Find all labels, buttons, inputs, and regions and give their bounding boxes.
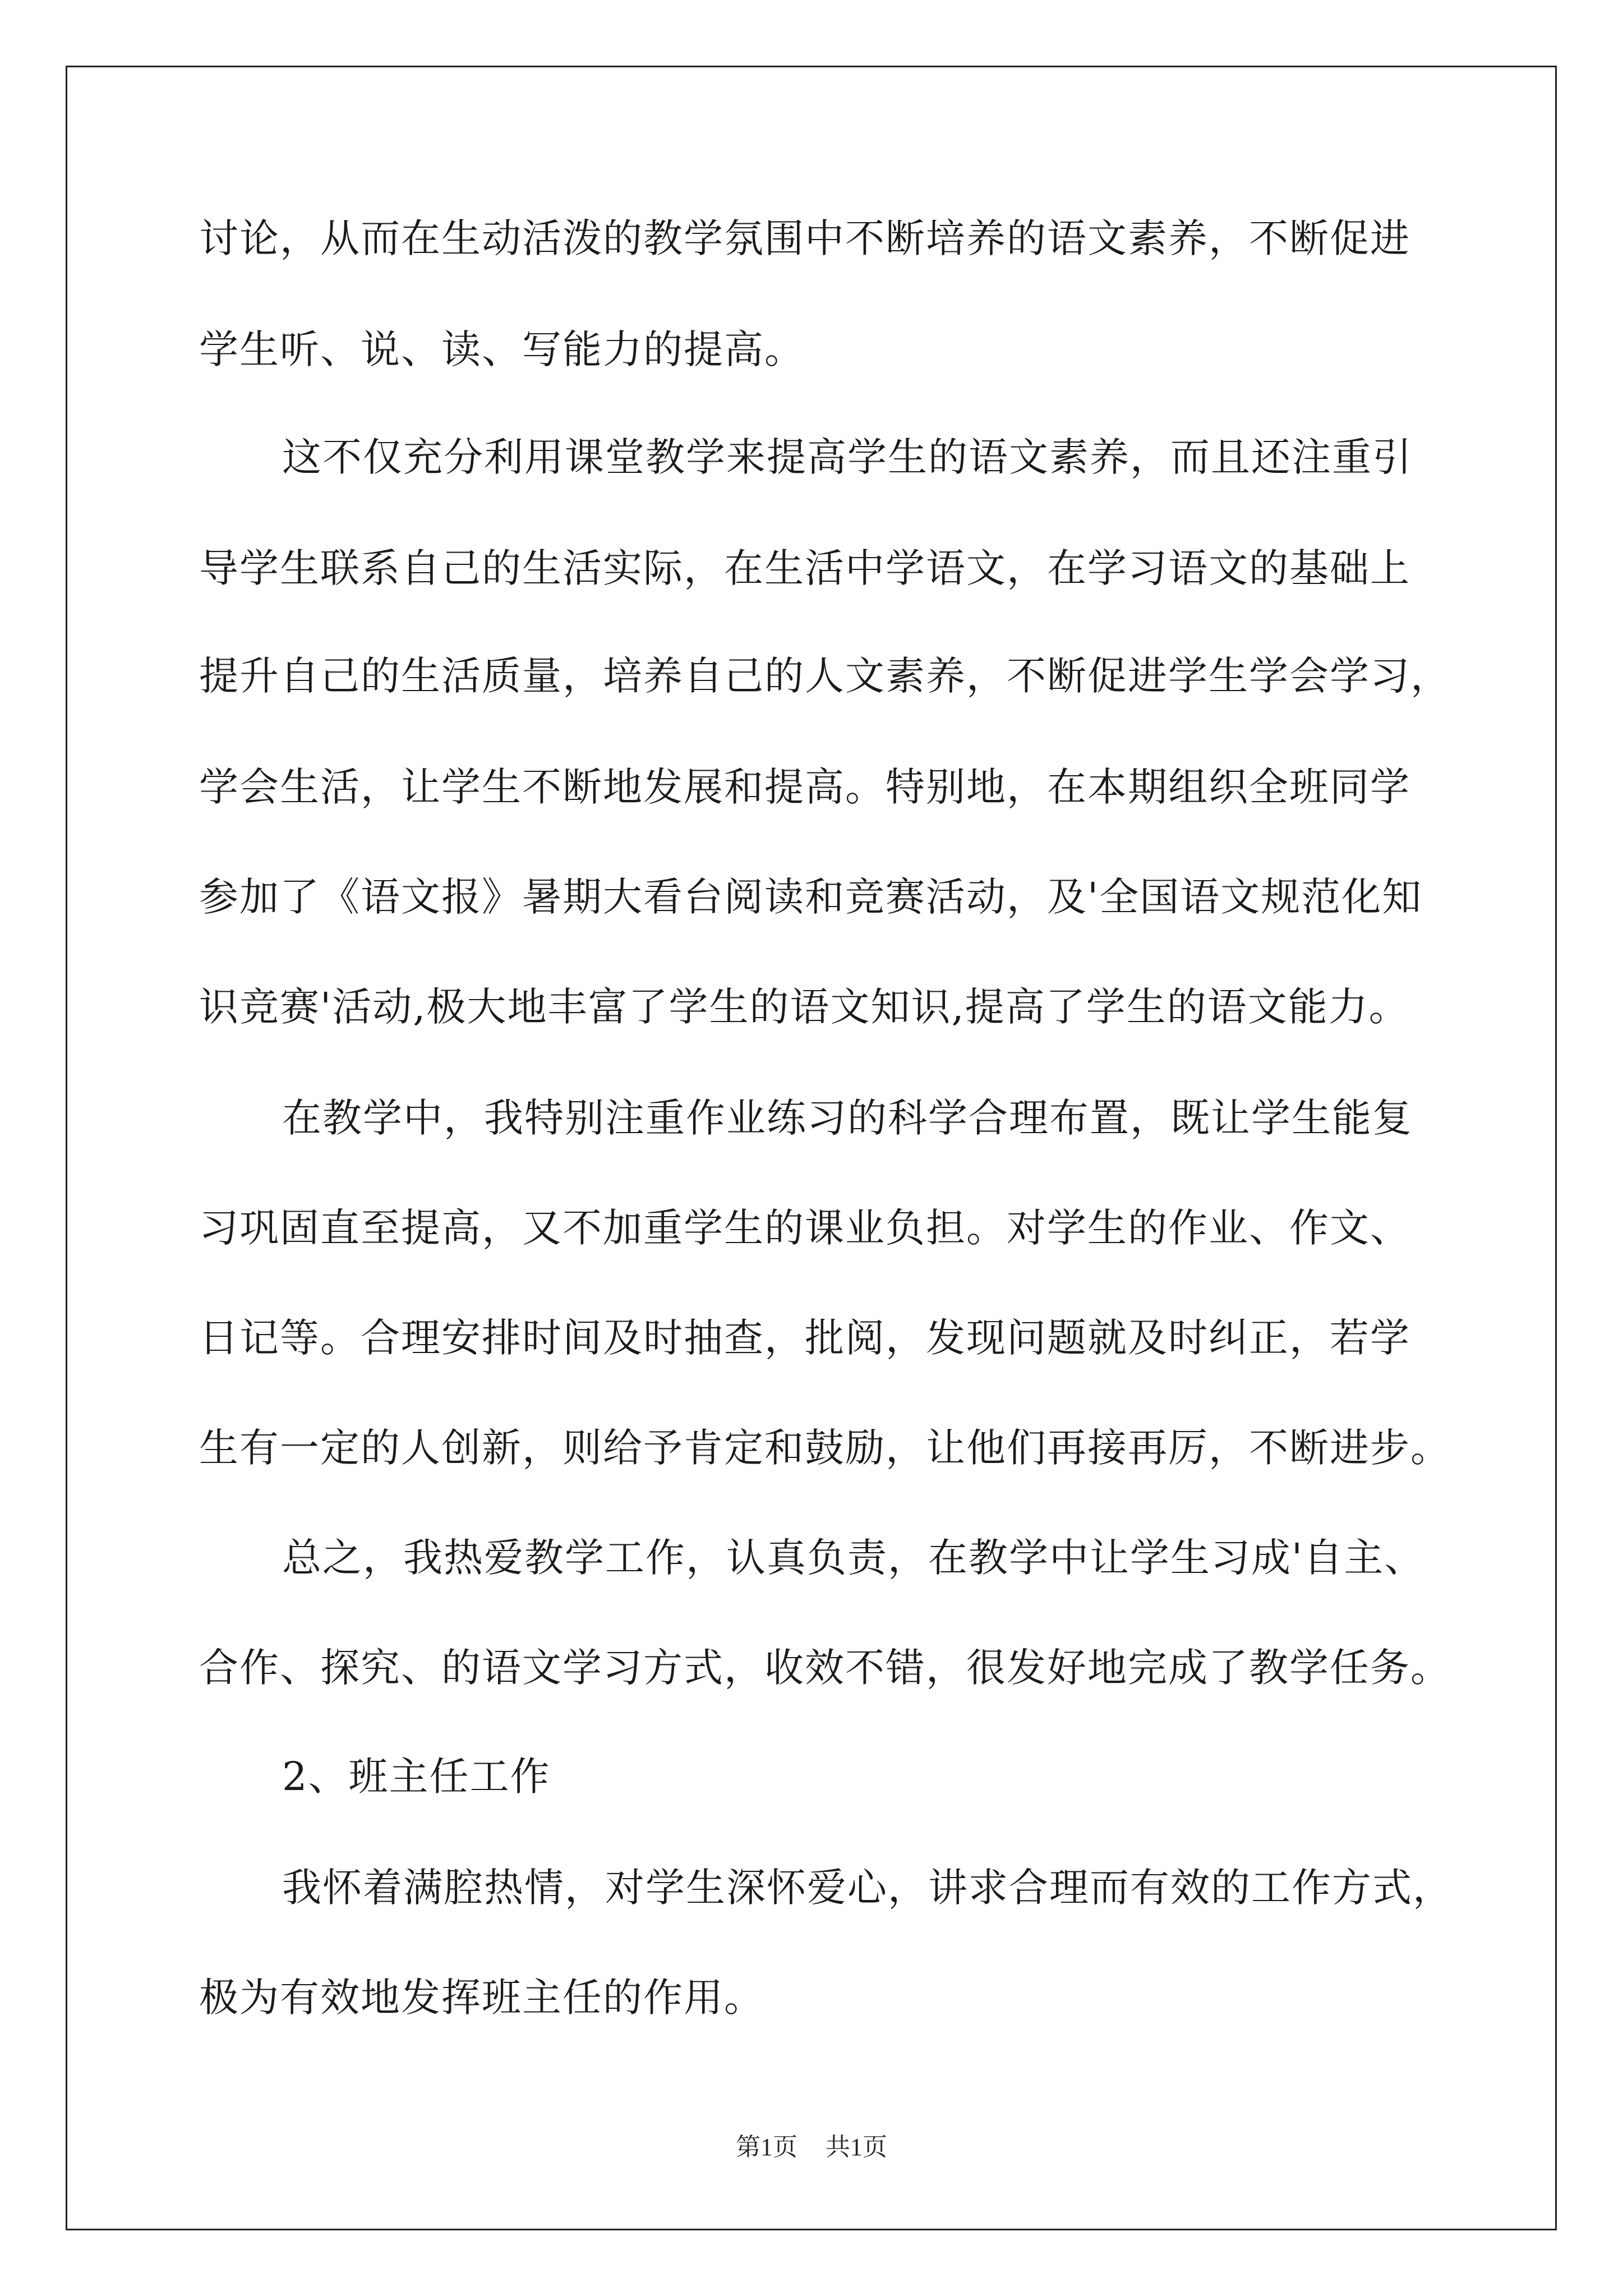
text-line: 参加了《语文报》暑期大看台阅读和竞赛活动，及'全国语文规范化知	[199, 874, 1423, 920]
text-line: 习巩固直至提高，又不加重学生的课业负担。对学生的作业、作文、	[199, 1205, 1410, 1251]
text-line: 讨论，从而在生动活泼的教学氛围中不断培养的语文素养，不断促进	[199, 215, 1410, 261]
text-line: 识竞赛'活动,极大地丰富了学生的语文知识,提高了学生的语文能力。	[199, 984, 1409, 1030]
page-total: 共1页	[826, 2133, 887, 2161]
paragraph-first-line: 总之，我热爱教学工作，认真负责，在教学中让学生习成'自主、	[282, 1535, 1425, 1581]
text-line: 导学生联系自己的生活实际，在生活中学语文，在学习语文的基础上	[199, 545, 1410, 591]
page-footer	[0, 2132, 1623, 2163]
paragraph-first-line: 这不仅充分利用课堂教学来提高学生的语文素养，而且还注重引	[282, 434, 1413, 480]
paragraph-first-line: 在教学中，我特别注重作业练习的科学合理布置，既让学生能复	[282, 1095, 1413, 1141]
text-line: 合作、探究、的语文学习方式，收效不错，很发好地完成了教学任务。	[199, 1645, 1451, 1691]
text-line: 生有一定的人创新，则给予肯定和鼓励，让他们再接再厉，不断进步。	[199, 1425, 1451, 1471]
text-line: 日记等。合理安排时间及时抽查，批阅，发现问题就及时纠正，若学	[199, 1315, 1410, 1361]
page-number: 第1页	[736, 2133, 797, 2161]
section-heading: 2、班主任工作	[282, 1754, 551, 1800]
text-line: 学会生活，让学生不断地发展和提高。特别地，在本期组织全班同学	[199, 764, 1410, 810]
text-line: 极为有效地发挥班主任的作用。	[199, 1975, 764, 2021]
paragraph-first-line: 我怀着满腔热情，对学生深怀爱心，讲求合理而有效的工作方式，	[282, 1865, 1453, 1911]
text-line: 学生听、说、读、写能力的提高。	[199, 326, 805, 372]
text-line: 提升自己的生活质量，培养自己的人文素养，不断促进学生学会学习，	[199, 653, 1451, 699]
